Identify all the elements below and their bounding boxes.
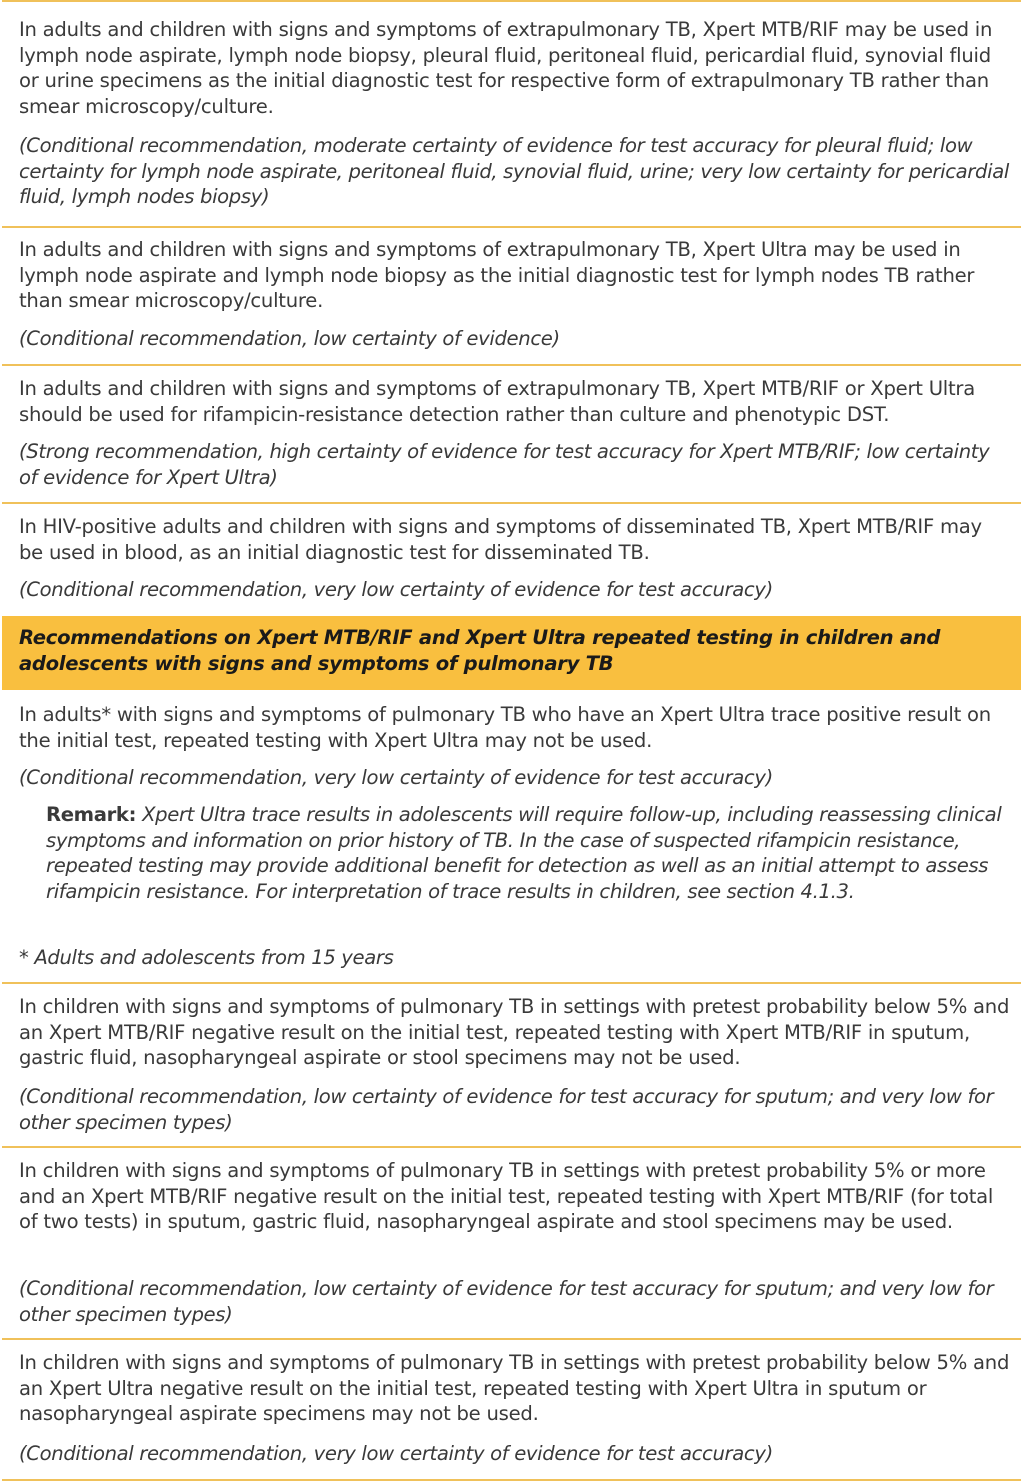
recommendation-text: In HIV-positive adults and children with signs and symptoms of disseminated TB, Xpert MTB/RIF may be used in blood, as an initial diagnostic test for disseminated TB. [19, 515, 982, 564]
recommendation-text: In adults and children with signs and symptoms of extrapulmonary TB, Xpert MTB/RIF may be used in lymph node aspirate, lymph node biopsy, pleural fluid, peritoneal fluid, pericardial fluid, synovial fluid or urine specimens as the initial diagnostic test for respective form of extrapulmonary TB rather than smear microscopy/culture. [19, 18, 993, 118]
divider-rule [2, 1479, 1021, 1481]
recommendation-grading: (Conditional recommendation, moderate certainty of evidence for test accuracy for pleural fluid; low certainty for lymph node aspirate, peritoneal fluid, synovial fluid, urine; very low certainty for pericardial fluid, lymph nodes biopsy) [19, 134, 1009, 208]
remark-label: Remark: [46, 803, 137, 826]
recommendation-grading: (Conditional recommendation, low certainty of evidence for test accuracy for sputum; and very low for other specimen types) [19, 1085, 994, 1134]
recommendation-text: In children with signs and symptoms of pulmonary TB in settings with pretest probability 5% or more and an Xpert MTB/RIF negative result on the initial test, repeated testing with Xpert MTB/RIF (for total of two tests) in sputum, gastric fluid, nasopharyngeal aspirate and stool specimens may be used. [19, 1159, 994, 1233]
recommendation-grading: (Conditional recommendation, very low certainty of evidence for test accuracy) [19, 766, 773, 789]
recommendation-text: In children with signs and symptoms of pulmonary TB in settings with pretest probability below 5% and an Xpert MTB/RIF negative result on the initial test, repeated testing with Xpert MTB/RIF in sputum, gastric fluid, nasopharyngeal aspirate or stool specimens may not be used. [19, 995, 1010, 1069]
remark-text: Xpert Ultra trace results in adolescents will require follow-up, including reassessing clinical symptoms and information on prior history of TB. In the case of suspected rifampicin resistance, repeated testing may provide additional benefit for detection as well as an initial attempt to assess rifampicin resistance. For interpretation of trace results in children, see section 4.1.3. [46, 803, 1002, 903]
divider-rule [2, 226, 1021, 228]
recommendation-grading: (Conditional recommendation, low certainty of evidence) [19, 327, 560, 350]
recommendation-text: In children with signs and symptoms of pulmonary TB in settings with pretest probability below 5% and an Xpert Ultra negative result on the initial test, repeated testing with Xpert Ultra in sputum or nasopharyngeal aspirate specimens may not be used. [19, 1351, 1010, 1425]
recommendation-text: In adults* with signs and symptoms of pulmonary TB who have an Xpert Ultra trace positive result on the initial test, repeated testing with Xpert Ultra may not be used. [19, 703, 991, 752]
banner-title: Recommendations on Xpert MTB/RIF and Xpert Ultra repeated testing in children and adolescents with signs and symptoms of pulmonary TB [19, 626, 941, 675]
recommendation-grading: (Conditional recommendation, very low certainty of evidence for test accuracy) [19, 578, 773, 601]
recommendation-grading: (Conditional recommendation, very low certainty of evidence for test accuracy) [19, 1442, 773, 1465]
section-banner [2, 616, 1021, 690]
divider-rule [2, 1146, 1021, 1148]
recommendation-grading: (Conditional recommendation, low certainty of evidence for test accuracy for sputum; and very low for other specimen types) [19, 1277, 994, 1326]
divider-rule [2, 1338, 1021, 1340]
divider-rule [2, 0, 1021, 2]
divider-rule [2, 502, 1021, 504]
remark [46, 802, 1006, 904]
footnote: * Adults and adolescents from 15 years [19, 946, 394, 969]
recommendation-text: In adults and children with signs and symptoms of extrapulmonary TB, Xpert Ultra may be used in lymph node aspirate and lymph node biopsy as the initial diagnostic test for lymph nodes TB rather than smear microscopy/culture. [19, 238, 975, 312]
divider-rule [2, 364, 1021, 366]
recommendation-text: In adults and children with signs and symptoms of extrapulmonary TB, Xpert MTB/RIF or Xpert Ultra should be used for rifampicin-resistance detection rather than culture and phenotypic DST. [19, 377, 975, 426]
divider-rule [2, 982, 1021, 984]
recommendation-grading: (Strong recommendation, high certainty of evidence for test accuracy for Xpert MTB/RIF; low certainty of evidence for Xpert Ultra) [19, 440, 990, 489]
